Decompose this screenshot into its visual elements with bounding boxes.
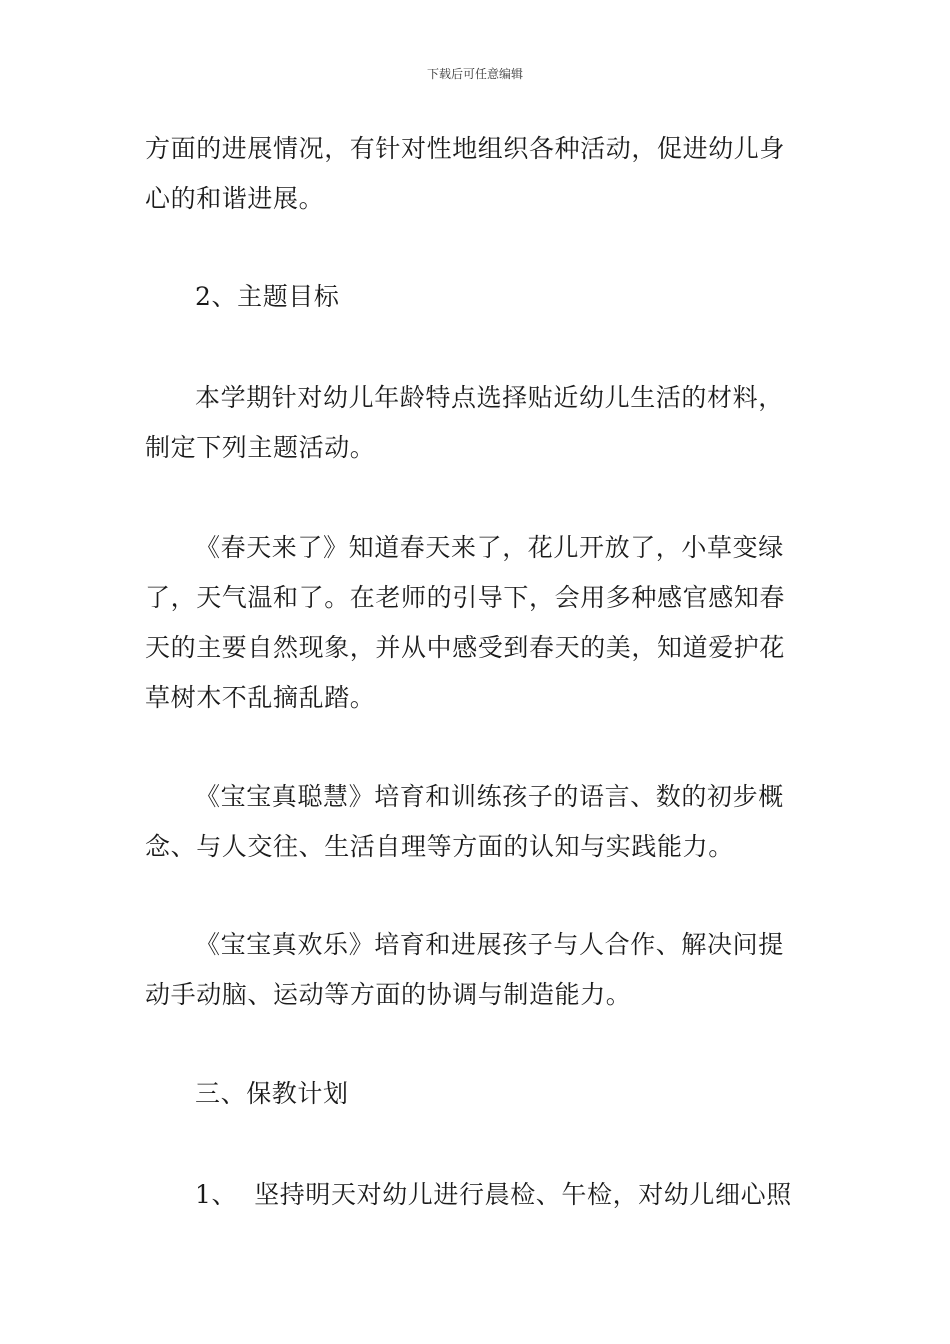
section-heading-theme-goals [145, 272, 810, 322]
page-header-note: 下载后可任意编辑 [426, 67, 523, 81]
text-line: 《宝宝真欢乐》培育和进展孩子与人合作、解决问提 [195, 930, 784, 959]
list-item-morning-check [145, 1170, 810, 1220]
text-line: 方面的进展情况，有针对性地组织各种活动，促进幼儿身 [145, 134, 786, 163]
paragraph-spring-theme [145, 523, 810, 723]
text-line: 制定下列主题活动。 [145, 433, 376, 462]
text-line: 动手动脑、运动等方面的协调与制造能力。 [145, 980, 632, 1009]
text-line: 草树木不乱摘乱踏。 [145, 683, 376, 712]
text-line: 《宝宝真聪慧》培育和训练孩子的语言、数的初步概 [195, 782, 784, 811]
text-line: 1、 坚持明天对幼儿进行晨检、午检，对幼儿细心照 [195, 1180, 792, 1209]
text-line: 2、主题目标 [195, 282, 340, 311]
section-heading-care-plan [145, 1069, 810, 1119]
paragraph-smart-baby-theme [145, 772, 810, 872]
text-line: 三、保教计划 [195, 1079, 349, 1108]
text-line: 本学期针对幼儿年龄特点选择贴近幼儿生活的材料， [195, 383, 784, 412]
text-line: 天的主要自然现象，并从中感受到春天的美，知道爱护花 [145, 633, 786, 662]
paragraph-happy-baby-theme [145, 920, 810, 1020]
text-line: 《春天来了》知道春天来了，花儿开放了，小草变绿 [195, 533, 784, 562]
paragraph-development-continued [145, 124, 810, 224]
text-line: 心的和谐进展。 [145, 184, 325, 213]
paragraph-semester-materials [145, 373, 810, 473]
text-line: 了，天气温和了。在老师的引导下，会用多种感官感知春 [145, 583, 786, 612]
text-line: 念、与人交往、生活自理等方面的认知与实践能力。 [145, 832, 734, 861]
